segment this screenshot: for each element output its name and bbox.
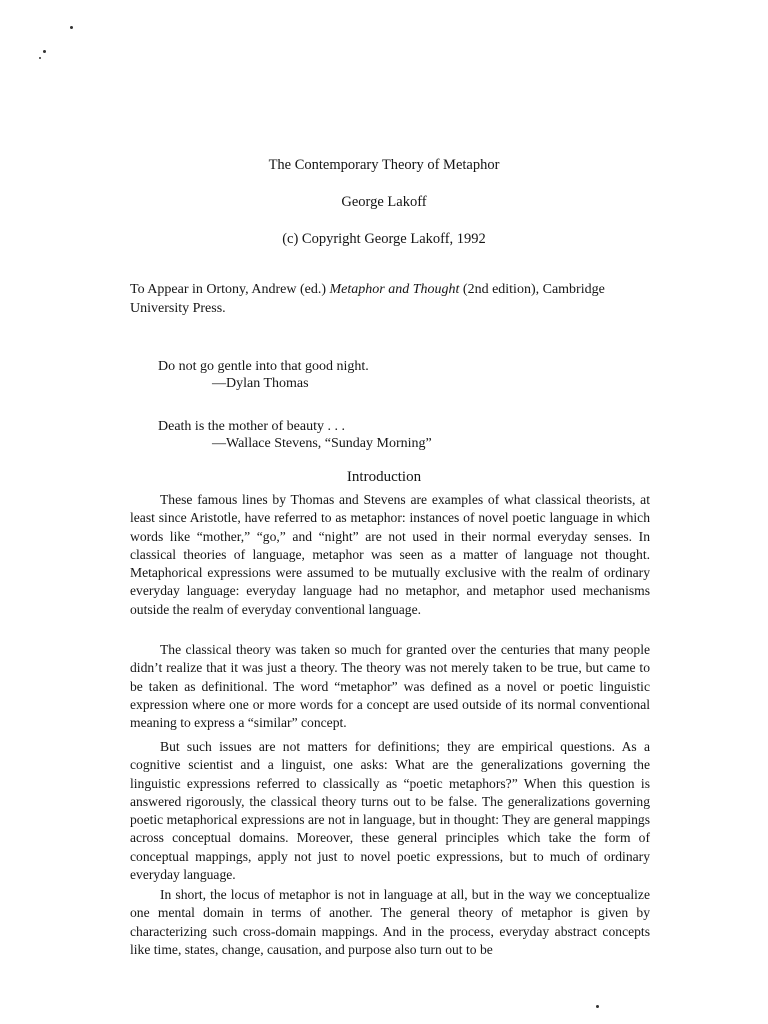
section-heading: Introduction: [346, 469, 422, 485]
publication-prefix: To Appear in Ortony, Andrew (ed.): [130, 282, 330, 297]
epigraph-attribution: —Dylan Thomas: [212, 376, 309, 391]
epigraph-2: [158, 418, 432, 452]
paragraph: These famous lines by Thomas and Stevens are examples of what classical theorists, at least since Aristotle, have referred to as metaphor: instances of novel poetic language in which words like “mother,” “go,” and “night” are not used in their normal everyday senses. In classical theories of language, metaphor was seen as a matter of language not thought. Metaphorical expressions were assumed to be mutually exclusive with the realm of ordinary everyday language: everyday language had no metaphor, and metaphor used mechanisms outside the realm of everyday conventional language.: [130, 492, 650, 617]
epigraph-1: [158, 358, 369, 392]
epigraph-quote: Do not go gentle into that good night.: [158, 359, 369, 374]
paragraph: In short, the locus of metaphor is not in language at all, but in the way we conceptualize one mental domain in terms of another. The general theory of metaphor is given by characterizing such cross-domain mappings. And in the process, everyday abstract concepts like time, states, change, causation, and purpose also turn out to be: [130, 887, 650, 957]
publication-suffix: (2nd edition), Cambridge University Press.: [130, 282, 605, 316]
scan-speck: [39, 57, 41, 59]
copyright-line: (c) Copyright George Lakoff, 1992: [282, 231, 486, 247]
epigraph-quote: Death is the mother of beauty . . .: [158, 419, 346, 434]
author-name: George Lakoff: [341, 194, 427, 210]
scan-speck: [70, 26, 73, 29]
scan-speck: [596, 1005, 599, 1008]
book-title: Metaphor and Thought: [329, 282, 460, 297]
scan-speck: [43, 50, 46, 53]
epigraph-attribution: —Wallace Stevens, “Sunday Morning”: [212, 436, 432, 451]
publication-note: [130, 280, 660, 318]
document-title: The Contemporary Theory of Metaphor: [268, 157, 500, 173]
paragraph: But such issues are not matters for definitions; they are empirical questions. As a cognitive scientist and a linguist, one asks: What are the generalizations governing the linguistic expressions referred to classically as “poetic metaphors?” When this question is answered rigorously, the classical theory turns out to be false. The generalizations governing poetic metaphorical expressions are not in language, but in thought: They are general mappings across conceptual domains. Moreover, these general principles which take the form of conceptual mappings, apply not just to novel poetic expressions, but to much of ordinary everyday language.: [130, 739, 650, 883]
paragraph: The classical theory was taken so much for granted over the centuries that many people didn’t realize that it was just a theory. The theory was not merely taken to be true, but came to be taken as definitional. The word “metaphor” was defined as a novel or poetic linguistic expression where one or more words for a concept are used outside of its normal conventional meaning to express a “similar” concept.: [130, 642, 650, 731]
